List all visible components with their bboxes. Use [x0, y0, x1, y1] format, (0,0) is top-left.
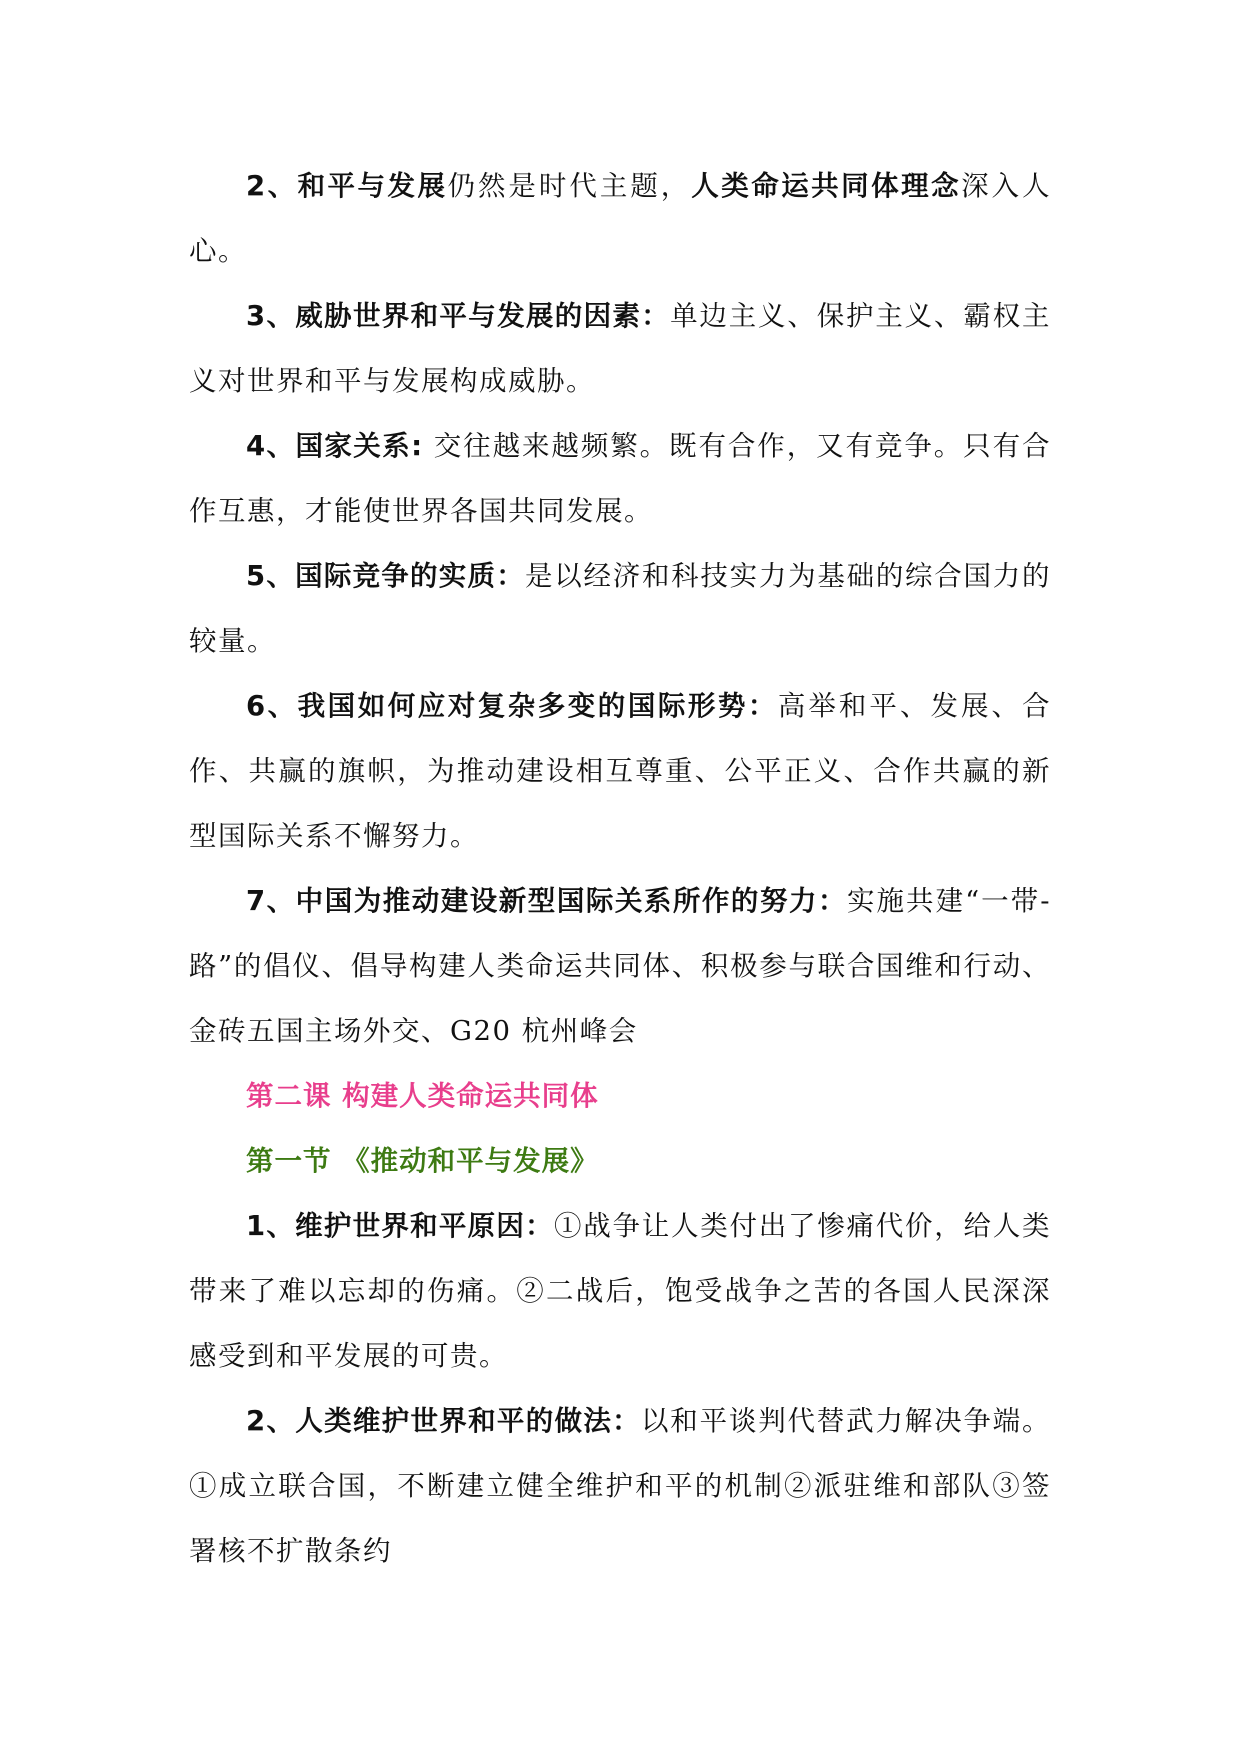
paragraph-text: 交往越来越频繁。既有合作，又有竞争。只有合作互惠，才能使世界各国共同发展。	[189, 430, 1051, 527]
paragraph-text: 仍然是时代主题，	[447, 170, 692, 202]
paragraph-text: 高举和平、发展、合作、共赢的旗帜，为推动建设相互尊重、公平正义、合作共赢的新型国际关系不懈努力。	[189, 690, 1052, 852]
paragraph-key: 4、国家关系:	[246, 430, 424, 462]
paragraph-key: 7、中国为推动建设新型国际关系所作的努力：	[246, 885, 848, 917]
paragraph-text: 实施共建“一带-路”的倡仪、倡导构建人类命运共同体、积极参与联合国维和行动、金砖五国主场外交、G20 杭州峰会	[189, 885, 1051, 1047]
paragraph-text: 单边主义、保护主义、霸权主义对世界和平与发展构成威胁。	[189, 300, 1051, 397]
paragraph-text: 是以经济和科技实力为基础的综合国力的较量。	[189, 560, 1052, 657]
paragraph-key: 5、国际竞争的实质：	[246, 560, 525, 592]
paragraph-text: 以和平谈判代替武力解决争端。①成立联合国，不断建立健全维护和平的机制②派驻维和部队③签署核不扩散条约	[189, 1405, 1051, 1567]
lesson-heading: 第二课 构建人类命运共同体	[246, 1080, 599, 1112]
paragraph-key: 1、维护世界和平原因：	[246, 1210, 554, 1242]
paragraph-key: 3、威胁世界和平与发展的因素：	[246, 300, 671, 332]
paragraph-key-secondary: 人类命运共同体理念	[691, 170, 962, 202]
paragraph-china-efforts	[189, 869, 1051, 1064]
paragraph-text: ①战争让人类付出了惨痛代价，给人类带来了难以忘却的伤痛。②二战后，饱受战争之苦的各国人民深深感受到和平发展的可贵。	[189, 1210, 1052, 1372]
paragraph-key: 6、我国如何应对复杂多变的国际形势：	[246, 690, 778, 722]
paragraph-threats	[189, 284, 1051, 414]
paragraph-peace-methods	[189, 1389, 1051, 1584]
paragraph-key: 2、人类维护世界和平的做法：	[246, 1405, 641, 1437]
paragraph-china-response	[189, 674, 1051, 869]
paragraph-key: 2、和平与发展	[246, 170, 448, 202]
paragraph-competition	[189, 544, 1051, 674]
paragraph-text-secondary: 深入人心。	[189, 170, 1052, 267]
paragraph-peace-reasons	[189, 1194, 1051, 1389]
document-page	[189, 154, 1051, 1584]
paragraph-peace-development	[189, 154, 1051, 284]
paragraph-state-relations	[189, 414, 1051, 544]
section-heading: 第一节 《推动和平与发展》	[246, 1145, 599, 1177]
